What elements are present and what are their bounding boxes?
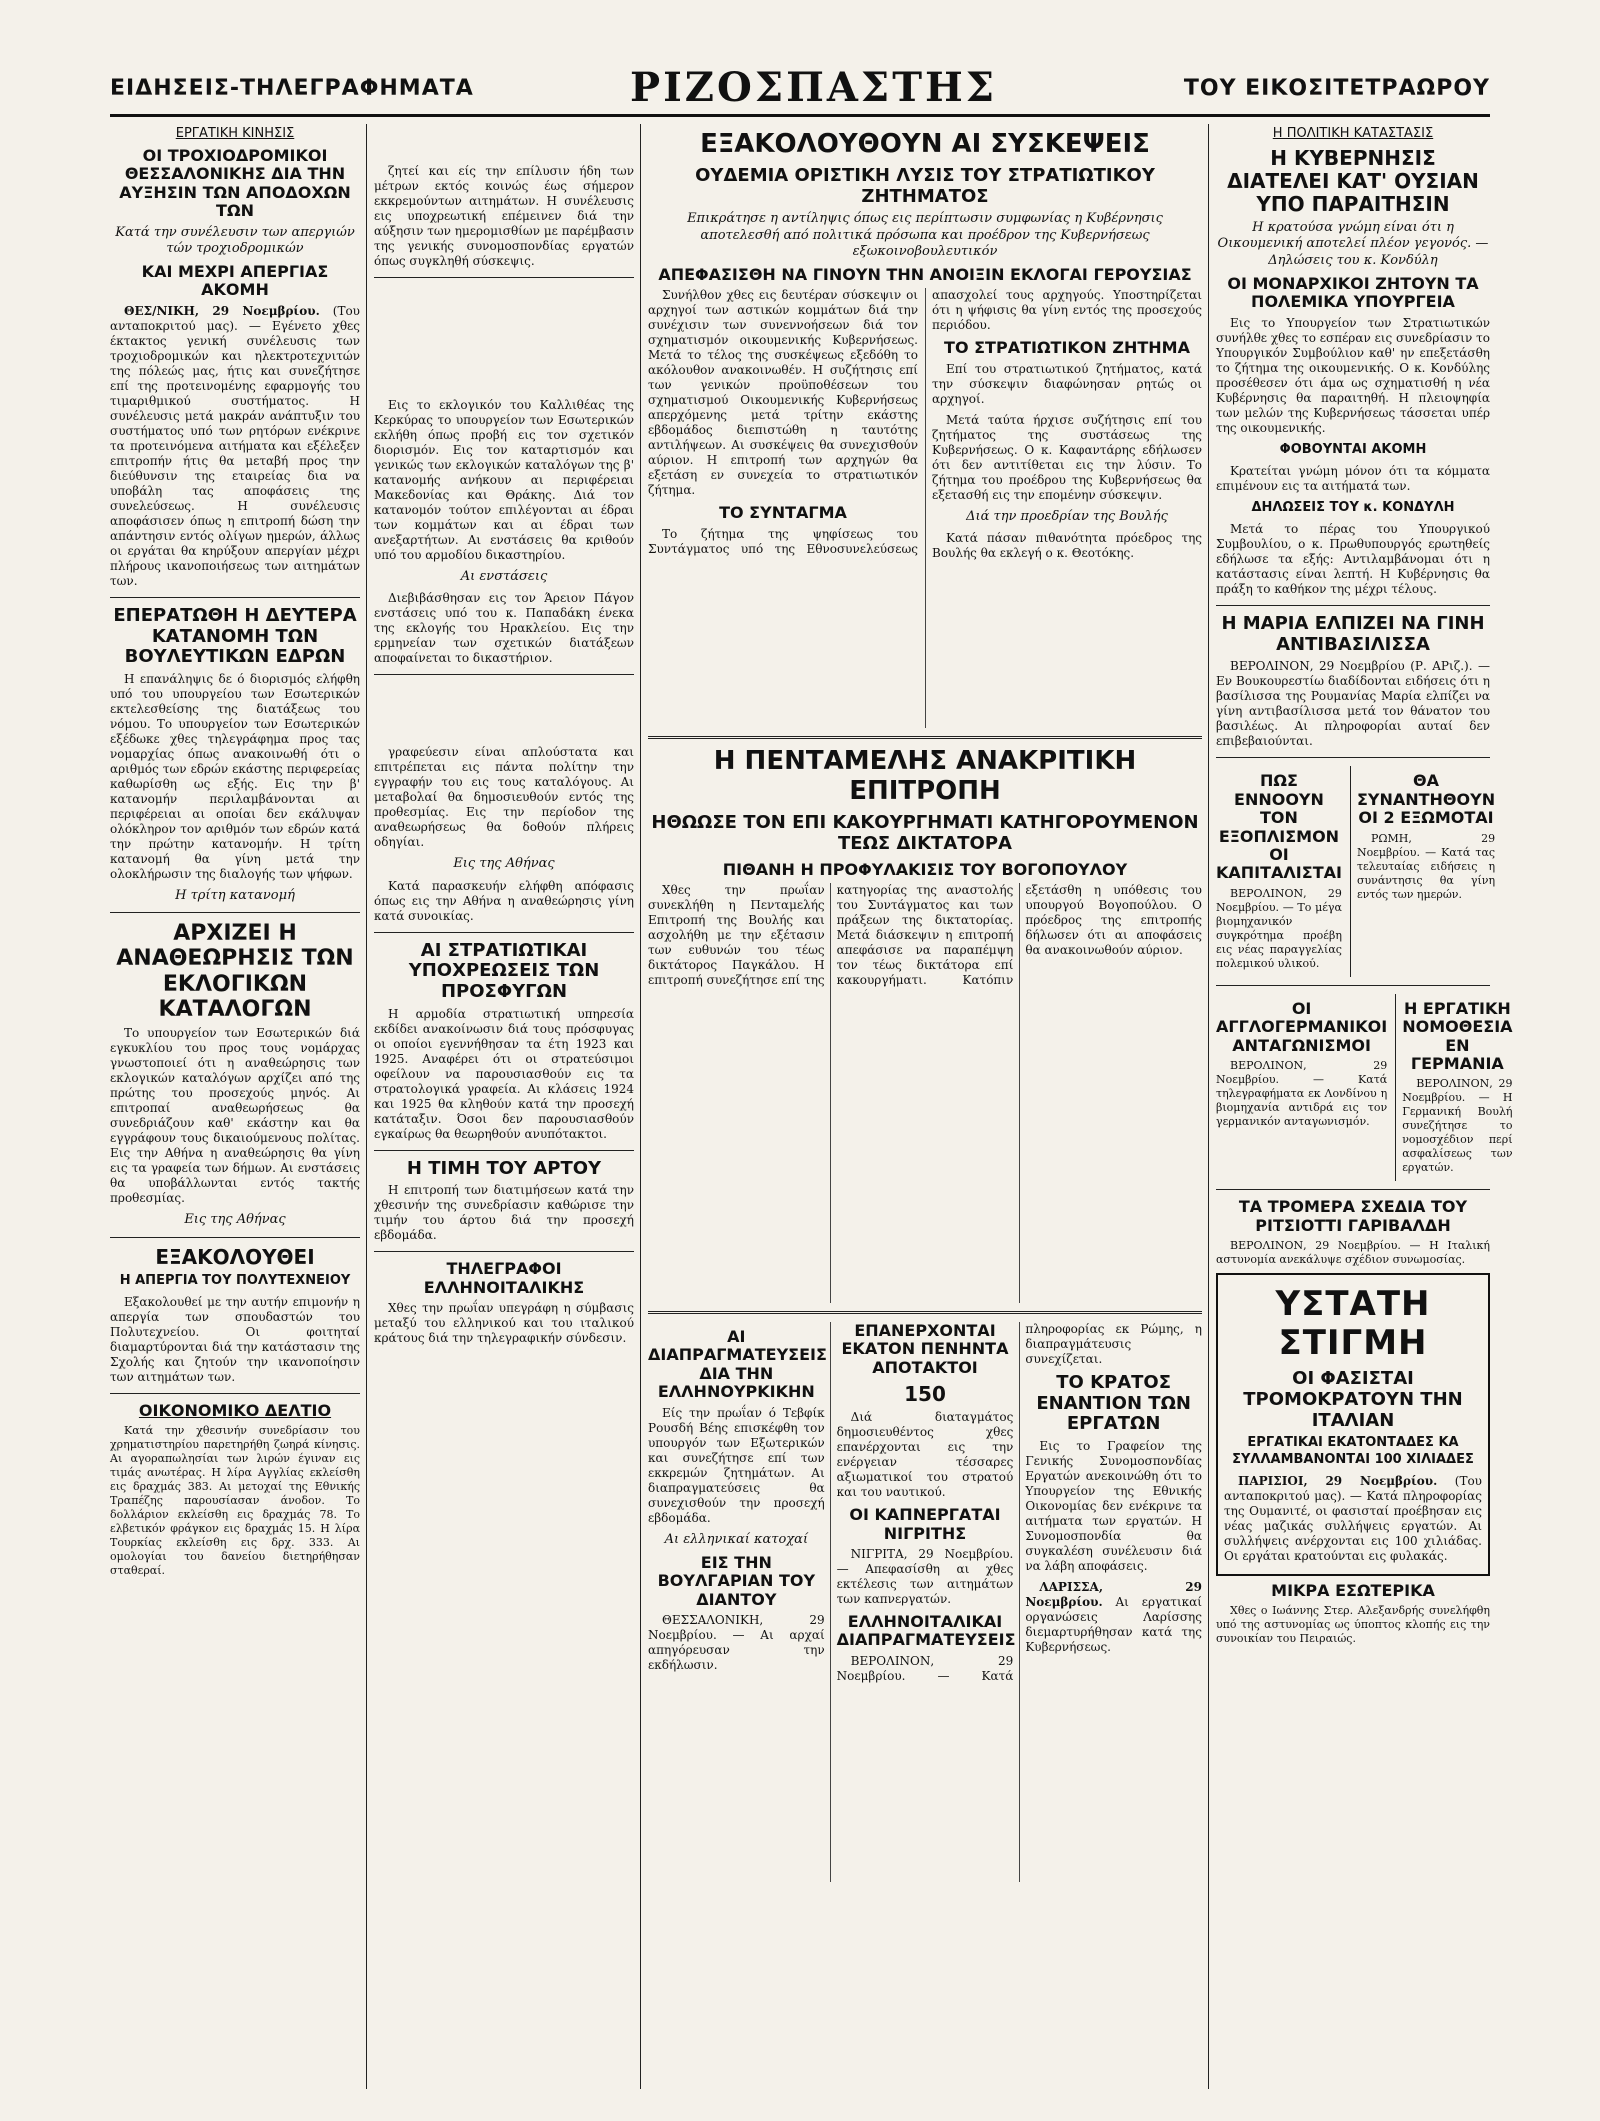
- stop-press-headline: ΥΣΤΑΤΗ ΣΤΙΓΜΗ: [1275, 1284, 1431, 1364]
- article-headline: Η ΕΡΓΑΤΙΚΗ ΝΟΜΟΘΕΣΙΑ ΕΝ ΓΕΡΜΑΝΙΑ: [1402, 998, 1513, 1073]
- article-body: Εις το Υπουργείον των Στρατιωτικών συνήλθε χθες το εσπέραν εις συνεδρίασιν το Υπουργικόν Συμβούλιον καθ' ην επεξετάσθη το ζήτημα της οικουμενικής. Ο κ. Κονδύλης προσέθεσεν ότι άμα ως σχηματισθή η νέα Κυβέρνησις θα παραιτηθή. Η πλειοψηφία των μελών της Κυβερνήσεως τάσσεται υπέρ της οικουμενικής.: [1216, 315, 1490, 435]
- article-headline: ΠΩΣ ΕΝΝΟΟΥΝ ΤΟΝ ΕΞΟΠΛΙΣΜΟΝ ΟΙ ΚΑΠΙΤΑΛΙΣΤΑΙ: [1216, 771, 1342, 883]
- article-headline: ΕΙΣ ΤΗΝ ΒΟΥΛΓΑΡΙΑΝ ΤΟΥ ΔΙΑΝΤΟΥ: [657, 1552, 816, 1609]
- article-columns: [648, 288, 1202, 728]
- article-body: [1224, 1474, 1482, 1564]
- article-headline: ΤΗΛΕΓΡΑΦΟΙ ΕΛΛΗΝΟΙΤΑΛΙΚΗΣ: [423, 1259, 585, 1297]
- article-body: Η αρμοδία στρατιωτική υπηρεσία εκδίδει ανακοίνωσιν διά τους πρόσφυγας οι οποίοι εγεννήθησαν τα έτη 1923 και 1925. Αναφέρει ότι οι στρατεύσιμοι οφείλουν να παρουσιασθούν εις τα στρατολογικά γραφεία. Αι κλάσεις 1924 και 1925 θα κληθούν κατά την προσεχή κατάταξιν. Όσοι δεν παρουσιασθούν εγκαίρως θα θεωρηθούν ανυπότακτοι.: [374, 1006, 634, 1141]
- article-body: ΒΕΡΟΛΙΝΟΝ, 29 Νοεμβρίου. — Η Γερμανική Βουλή συνεζήτησε το νομοσχέδιον περί ασφαλίσεως των εργατών.: [1402, 1077, 1513, 1175]
- split-right: [1395, 994, 1512, 1182]
- article-body: Διά διαταγμάτος δημοσιευθέντος χθες επανέρχονται εις την ενέργειαν τέσσαρες αξιωματικοί του στρατού και του ναυτικού.: [836, 1410, 1014, 1500]
- dateline: ΘΕΣ/ΝΙΚΗ, 29 Νοεμβρίου.: [124, 303, 320, 318]
- article-body: Χθες ο Ιωάννης Στερ. Αλεξανδρής συνελήφθη υπό της αστυνομίας ως ύποπτος κλοπής εις την συνοικίαν του Πειραιώς.: [1216, 1604, 1490, 1646]
- article-subhead: Αι ελληνικαί κατοχαί: [664, 1531, 809, 1547]
- article-body: Η επανάληψις δε ό διορισμός ελήφθη υπό του υπουργείου των Εσωτερικών εκτελεσθείσης της διατάξεως του νόμου. Το υπουργείον των Εσωτερικών εξέδωκε χθες τηλεγράφημα προς τας νομαρχίας όπως ανακοινωθή ότι ο αριθμός των εδρών εκάστης περιφερείας καθωρίσθη ως εξής. Εις την β' κατανομήν περιλαμβάνονται αι περιφέρειαι αι οποίαι δεν εκάλυψαν ολόκληρον τον αριθμόν των εδρών κατά την πρώτην κατανομήν. Η τρίτη κατανομή θα γίνη μετά την ολοκλήρωσιν της διαλογής των ψήφων.: [110, 671, 360, 881]
- article-subhead: ΚΑΙ ΜΕΧΡΙ ΑΠΕΡΓΙΑΣ ΑΚΟΜΗ: [141, 262, 329, 300]
- article-headline: ΕΠΑΝΕΡΧΟΝΤΑΙ ΕΚΑΤΟΝ ΠΕΝΗΝΤΑ ΑΠΟΤΑΚΤΟΙ: [841, 1320, 1009, 1377]
- article-body: Εξακολουθεί με την αυτήν επιμονήν η απεργία των σπουδαστών του Πολυτεχνείου. Οι φοιτηταί διαμαρτύρονται διά την κατάστασιν της Σχολής και ζητούν την ικανοποίησιν των αιτημάτων των.: [110, 1294, 360, 1384]
- article-text: (Του ανταποκριτού μας). — Εγένετο χθες έκτακτος γενική συνέλευσις των τροχιοδρομικών και ηλεκτροτεχνιτών της πόλεώς μας, ήτις και συνεζήτησε επί της προτεινομένης εφαρμογής του τιμαριθμικού συστήματος. Η συνέλευσις μετά μακράν ανάπτυξιν του συστήματος υπό των ρητόρων ενέκρινε τα προτεινόμενα αιτήματα και εξέλεξεν επιτροπήν ήτις θα μεταβή προς την διεύθυνσιν της εταιρείας δια να υποβάλη τας αποφάσεις της συνελεύσεως. Η συνέλευσις αποφάσισεν όπως η επιτροπή δώση την απάντησιν εντός ολίγων ημερών, άλλως οι εργάται θα κηρύξουν απεργίαν μέχρι πλήρους ικανοποιήσεως των αιτημάτων των.: [110, 303, 360, 588]
- center-spread: [648, 124, 1202, 2089]
- column-5: [1216, 124, 1513, 2089]
- article-headline: Η ΜΑΡΙΑ ΕΛΠΙΖΕΙ ΝΑ ΓΙΝΗ ΑΝΤΙΒΑΣΙΛΙΣΣΑ: [1221, 613, 1485, 655]
- article-headline: ΟΙΚΟΝΟΜΙΚΟ ΔΕΛΤΙΟ: [138, 1400, 332, 1420]
- article-body: γραφεύεσιν είναι απλούστατα και επιτρέπεται εις πάντα πολίτην την εγγραφήν του εις τους καταλόγους. Αι μεταβολαί θα δημοσιευθούν εντός της προθεσμίας. Εις την περίοδον της αναθεωρήσεως θα δοθούν πλήρεις οδηγίαι.: [374, 745, 634, 850]
- article-subhead: ΤΟ ΣΤΡΑΤΙΩΤΙΚΟΝ ΖΗΤΗΜΑ: [944, 338, 1190, 358]
- article-headline: ΟΙ ΑΓΓΛΟΓΕΡΜΑΝΙΚΟΙ ΑΝΤΑΓΩΝΙΣΜΟΙ: [1216, 998, 1388, 1055]
- article-body: ΘΕΣΣΑΛΟΝΙΚΗ, 29 Νοεμβρίου. — Αι αρχαί απηγόρευσαν την εκδήλωσιν.: [648, 1612, 825, 1672]
- column-rule: [1208, 124, 1209, 2089]
- article-deck: Η κρατούσα γνώμη είναι ότι η Οικουμενική αποτελεί πλέον γεγονός. — Δηλώσεις του κ. Κονδύλη: [1217, 220, 1489, 268]
- article-subhead: Κατά την συνέλευσιν των απεργιών τών τροχιοδρομικών: [115, 224, 355, 256]
- split-left: [1216, 994, 1387, 1182]
- article-headline: Η ΠΕΝΤΑΜΕΛΗΣ ΑΝΑΚΡΙΤΙΚΗ ΕΠΙΤΡΟΠΗ: [713, 746, 1137, 807]
- article-headline: ΤΑ ΤΡΟΜΕΡΑ ΣΧΕΔΙΑ ΤΟΥ ΡΙΤΣΙΟΤΤΙ ΓΑΡΙΒΑΛΔΗ: [1238, 1197, 1468, 1235]
- column-rule: [640, 124, 641, 2089]
- article-body: Μετά το πέρας του Υπουργικού Συμβουλίου, ο κ. Πρωθυπουργός ερωτηθείς εδήλωσε τα εξής: Αντιλαμβάνομαι ότι η κατάστασις είναι λεπτή. Η Κυβέρνησις θα πράξη το καθήκον της μέχρι τέλους.: [1216, 522, 1490, 597]
- article-headline: ΕΛΛΗΝΟΙΤΑΛΙΚΑΙ ΔΙΑΠΡΑΓΜΑΤΕΥΣΕΙΣ: [836, 1611, 1016, 1650]
- article-headline: ΟΙ ΚΑΠΝΕΡΓΑΤΑΙ ΝΙΓΡΙΤΗΣ: [849, 1505, 1001, 1543]
- article-body: ΒΕΡΟΛΙΝΟΝ, 29 Νοεμβρίου (Ρ. ΑΡιζ.). — Εν Βουκουρεστίω διαδίδονται ειδήσεις ότι η βασίλισσα της Ρουμανίας Μαρία ελπίζει να γίνη αντιβασίλισσα μετά τον θάνατον του βασιλέως. Αι πληροφορίαι αυταί δεν επιβεβαιούνται.: [1216, 659, 1490, 749]
- article-body: Διεβιβάσθησαν εις τον Άρειον Πάγον ενστάσεις υπό του κ. Παπαδάκη ένεκα της εκλογής του Ηρακλείου. Εις την ερμηνείαν των σχετικών διατάξεων αποφαίνεται το δικαστήριον.: [374, 591, 634, 666]
- article-body: Είς την πρωΐαν ό Τεβφίκ Ρουσδή Βέης επισκέφθη τον υπουργόν των Εξωτερικών και συνεζήτησε επί των εκκρεμών ζητημάτων. Αι διαπραγματεύσεις θα συνεχισθούν την προσεχή εβδομάδα.: [648, 1405, 825, 1525]
- article-subhead: Εις της Αθήνας: [184, 1212, 286, 1228]
- article-subhead: ΟΥΔΕΜΙΑ ΟΡΙΣΤΙΚΗ ΛΥΣΙΣ ΤΟΥ ΣΤΡΑΤΙΩΤΙΚΟΥ ΖΗΤΗΜΑΤΟΣ: [695, 164, 1155, 207]
- article-headline: ΕΞΑΚΟΛΟΥΘΕΙ: [155, 1244, 315, 1269]
- column-rule: [366, 124, 367, 2089]
- masthead-left: ΕΙΔΗΣΕΙΣ-ΤΗΛΕΓΡΑΦΗΜΑΤΑ: [110, 76, 474, 101]
- article-kicker: ΕΡΓΑΤΙΚΗ ΚΙΝΗΣΙΣ: [175, 126, 295, 141]
- article-body: Η επιτροπή των διατιμήσεων κατά την χθεσινήν της συνεδρίασιν καθώρισε την τιμήν του άρτου διά την προσεχή εβδομάδα.: [374, 1183, 634, 1243]
- article-subhead: Εις της Αθήνας: [453, 856, 555, 872]
- split-row: [1216, 994, 1513, 1182]
- article-kicker: Η ΠΟΛΙΤΙΚΗ ΚΑΤΑΣΤΑΣΙΣ: [1272, 126, 1434, 141]
- article-columns: [648, 883, 1202, 1303]
- article-body: Εις το Γραφείον της Γενικής Συνομοσπονδίας Εργατών ανεκοινώθη ότι το Υπουργείον της Εθνικής Οικονομίας δεν ενέκρινε τα αιτήματα των εργατών. Η Συνομοσπονδία θα συγκαλέση συνέλευσιν διά να λάβη αποφάσεις.: [1025, 1439, 1202, 1574]
- article-subhead: Η ΑΠΕΡΓΙΑ ΤΟΥ ΠΟΛΥΤΕΧΝΕΙΟΥ: [119, 1272, 351, 1288]
- article-body: Μετά ταύτα ήρχισε συζήτησις επί του ζητήματος της συστάσεως της Κυβερνήσεως. Ο κ. Καφαντάρης εδήλωσεν ότι δεν αντιτίθεται εις την λύσιν. Το ζήτημα του προέδρου της Κυβερνήσεως θα εξετασθή εις την επομένην σύσκεψιν.: [932, 412, 1202, 502]
- article-body: Χθες την πρωΐαν συνεκλήθη η Πενταμελής Επιτροπή της Βουλής και ασχολήθη με την εξέτασιν των ευθυνών του τέως δικτάτορος Παγκάλου. Η επιτροπή συνεζήτησε επί της κατηγορίας της αναστολής του Συντάγματος και των πράξεων της δικτατορίας. Μετά διάσκεψιν η επιτροπή απεφάσισε να παραπέμψη τον τέως δικτάτορα επί κακουργήματι. Κατόπιν εξετάσθη η υπόθεσις του υπουργού Βογοπούλου. Ο πρόεδρος της επιτροπής δήλωσεν ότι αι αποφάσεις θα ανακοινωθούν αύριον.: [648, 882, 1202, 987]
- split-right: [1350, 766, 1495, 976]
- article-body: ΝΙΓΡΙΤΑ, 29 Νοεμβρίου. — Απεφασίσθη αι χθες εκτέλεσις των αιτημάτων των καπνεργατών.: [836, 1546, 1014, 1606]
- page-columns: [110, 124, 1513, 2089]
- masthead-right: ΤΟΥ ΕΙΚΟΣΙΤΕΤΡΑΩΡΟΥ: [1183, 76, 1490, 101]
- article-subhead: ΗΘΩΩΣΕ ΤΟΝ ΕΠΙ ΚΑΚΟΥΡΓΗΜΑΤΙ ΚΑΤΗΓΟΡΟΥΜΕΝΟΝ ΤΕΩΣ ΔΙΚΤΑΤΟΡΑ: [651, 812, 1199, 854]
- article-subhead: ΤΟ ΣΥΝΤΑΓΜΑ: [719, 503, 847, 523]
- article-text: (Του ανταποκριτού μας). — Κατά πληροφορίας της Ουμανιτέ, οι φασισταί προέβησαν εις νέας μαζικάς συλλήψεις εργατών. Αι συλλήψεις ανέρχονται εις 100 χιλιάδας. Οι εργάται κρατούνται εις φυλακάς.: [1224, 1473, 1482, 1563]
- article-body: [1025, 1580, 1202, 1655]
- article-headline: ΕΞΑΚΟΛΟΥΘΟΥΝ ΑΙ ΣΥΣΚΕΨΕΙΣ: [700, 129, 1150, 159]
- article-headline: ΑΙ ΣΤΡΑΤΙΩΤΙΚΑΙ ΥΠΟΧΡΕΩΣΕΙΣ ΤΩΝ ΠΡΟΣΦΥΓΩΝ: [408, 939, 600, 1002]
- article-subhead: ΟΙ ΜΟΝΑΡΧΙΚΟΙ ΖΗΤΟΥΝ ΤΑ ΠΟΛΕΜΙΚΑ ΥΠΟΥΡΓΕΙΑ: [1227, 273, 1479, 312]
- article-subhead: Διά την προεδρίαν της Βουλής: [966, 508, 1168, 524]
- article-subhead: ΦΟΒΟΥΝΤΑΙ ΑΚΟΜΗ: [1279, 441, 1427, 457]
- article-body: ΒΕΡΟΛΙΝΟΝ, 29 Νοεμβρίου. — Η Ιταλική αστυνομία ανεκάλυψε σχέδιον συνωμοσίας.: [1216, 1239, 1490, 1267]
- split-row: [1216, 766, 1496, 976]
- article-headline: ΘΑ ΣΥΝΑΝΤΗΘΟΥΝ ΟΙ 2 ΕΞΩΜΟΤΑΙ: [1356, 771, 1496, 828]
- article-deck: ΕΡΓΑΤΙΚΑΙ ΕΚΑΤΟΝΤΑΔΕΣ ΚΑ ΣΥΛΛΑΜΒΑΝΟΝΤΑΙ 100 ΧΙΛΙΑΔΕΣ: [1232, 1435, 1474, 1467]
- article-subhead: ΔΗΛΩΣΕΙΣ ΤΟΥ κ. ΚΟΝΔΥΛΗ: [1251, 499, 1455, 515]
- article-body: Εις το εκλογικόν του Καλλιθέας της Κερκύρας το υπουργείον των Εσωτερικών εκλήθη όπως προβή εις τον σχετικόν διορισμόν. Εις τον καταρτισμόν και γενικώς των εκλογικών καταλόγων της β' κατανομής ανήκουν αι περιφέρειαι Μακεδονίας και Θράκης. Διά τον κατανομόν τούτον επιλέγονται αι έδραι των κομμάτων και αι έδραι των ανεξαρτήτων. Αι ενστάσεις θα κριθούν υπό του αρμοδίου δικαστηρίου.: [374, 398, 634, 562]
- article-headline: ΤΟ ΚΡΑΤΟΣ ΕΝΑΝΤΙΟΝ ΤΩΝ ΕΡΓΑΤΩΝ: [1036, 1371, 1191, 1435]
- column-1: [110, 124, 360, 2089]
- newspaper-title: ΡΙΖΟΣΠΑΣΤΗΣ: [630, 64, 998, 111]
- article-subhead: ΠΙΘΑΝΗ Η ΠΡΟΦΥΛΑΚΙΣΙΣ ΤΟΥ ΒΟΓΟΠΟΥΛΟΥ: [722, 859, 1128, 879]
- article-headline: ΑΙ ΔΙΑΠΡΑΓΜΑΤΕΥΣΕΙΣ ΔΙΑ ΤΗΝ ΕΛΛΗΝΟΥΡΚΙΚΗΝ: [648, 1326, 827, 1402]
- article-headline: ΕΠΕΡΑΤΩΘΗ Η ΔΕΥΤΕΡΑ ΚΑΤΑΝΟΜΗ ΤΩΝ ΒΟΥΛΕΥΤΙΚΩΝ ΕΔΡΩΝ: [113, 604, 357, 668]
- article-body: ΒΕΡΟΛΙΝΟΝ, 29 Νοεμβρίου. — Το μέγα βιομηχανικόν συγκρότημα προέβη εις νέας παραγγελίας πολεμικού υλικού.: [1216, 886, 1342, 970]
- masthead: [110, 64, 1490, 117]
- article-subhead: Αι ενστάσεις: [460, 569, 548, 584]
- dateline: ΛΑΡΙΣΣΑ, 29 Νοεμβρίου.: [1025, 1580, 1202, 1610]
- article-body: Κατά παρασκευήν ελήφθη απόφασις όπως εις την Αθήνα η αναθεώρησις γίνη κατά συνοικίας.: [374, 878, 634, 923]
- article-body: Το ζήτημα της ψηφίσεως του Συντάγματος υπό της Εθνοσυνελεύσεως απασχολεί τους αρχηγούς. Υποστηρίζεται ότι η ψήφισις θα γίνη εντός της προσεχούς περιόδου.: [648, 288, 1202, 556]
- article-headline: ΜΙΚΡΑ ΕΣΩΤΕΡΙΚΑ: [1271, 1580, 1435, 1600]
- column-2: [374, 124, 634, 2089]
- article-body: ΡΩΜΗ, 29 Νοεμβρίου. — Κατά τας τελευταίας ειδήσεις η συνάντησις θα γίνη εντός των ημερών.: [1356, 831, 1496, 901]
- article-body: Κρατείται γνώμη μόνον ότι τα κόμματα επιμένουν εις τα αιτήματά των.: [1216, 463, 1490, 493]
- big-number: 150: [904, 1382, 946, 1407]
- article-subhead: Η τρίτη κατανομή: [175, 887, 295, 903]
- article-body: Συνήλθον χθες εις δευτέραν σύσκεψιν οι αρχηγοί των αστικών κομμάτων διά την συνέχισιν των συνεννοήσεων διά τον σχηματισμόν οικουμενικής Κυβερνήσεως. Μετά το τέλος της συσκέψεως εξεδόθη το ακόλουθον ανακοινωθέν. Η συζήτησις επί των γενικών προϋποθέσεων του σχηματισμού Οικουμενικής Κυβερνήσεως απερχόμενης μετά τρίτην εκάστης εβδομάδος διεπιστώθη η ταυτότης αντιλήψεων. Αι συσκέψεις θα συνεχισθούν αύριον. Η επιτροπή των αρχηγών θα εξετάση εν συνεχεία το στρατιωτικόν ζήτημα.: [648, 288, 918, 498]
- article-text: Αι εργατικαί οργανώσεις Λαρίσσης διεμαρτυρήθησαν κατά της Κυβερνήσεως.: [1025, 1595, 1202, 1655]
- article-body: ΒΕΡΟΛΙΝΟΝ, 29 Νοεμβρίου. — Κατά τηλεγραφήματα εκ Λονδίνου η βιομηχανία αντιδρά εις τον γερμανικόν ανταγωνισμόν.: [1216, 1058, 1388, 1128]
- article-headline: ΑΡΧΙΖΕΙ Η ΑΝΑΘΕΩΡΗΣΙΣ ΤΩΝ ΕΚΛΟΓΙΚΩΝ ΚΑΤΑΛΟΓΩΝ: [116, 921, 354, 1023]
- article-headline: ΟΙ ΤΡΟΧΙΟΔΡΟΜΙΚΟΙ ΘΕΣΣΑΛΟΝΙΚΗΣ ΔΙΑ ΤΗΝ ΑΥΞΗΣΙΝ ΤΩΝ ΑΠΟΔΟΧΩΝ ΤΩΝ: [119, 146, 351, 221]
- article-body: Το υπουργείον των Εσωτερικών διά εγκυκλίου του προς τους νομάρχας γνωστοποιεί ότι η αναθεώρησις των εκλογικών καταλόγων αρχίζει από της πρώτης του προσεχούς μηνός. Αι επιτροπαί αναθεωρήσεως θα συνεδριάζουν καθ' εκάστην και θα εγγράφουν τους δικαιούμενους πολίτας. Εις την Αθήνα η αναθεώρησις θα γίνη εις τα γραφεία των δήμων. Αι ενστάσεις θα υποβάλλωνται εντός τακτής προθεσμίας.: [110, 1026, 360, 1206]
- article-body: Επί του στρατιωτικού ζητήματος, κατά την σύσκεψιν διαφώνησαν ρητώς οι αρχηγοί.: [932, 361, 1202, 406]
- stop-press-box: [1216, 1273, 1490, 1576]
- article-headline: Η ΚΥΒΕΡΝΗΣΙΣ ΔΙΑΤΕΛΕΙ ΚΑΤ' ΟΥΣΙΑΝ ΥΠΟ ΠΑΡΑΙΤΗΣΙΝ: [1227, 146, 1479, 216]
- bottom-news-columns: [648, 1322, 1202, 1882]
- article-headline: Η ΤΙΜΗ ΤΟΥ ΑΡΤΟΥ: [406, 1157, 602, 1179]
- article-body: ζητεί και είς την επίλυσιν ήδη των μέτρων εκτός κοινώς έως σήμερον εκκρεμούντων αιτημάτων. Η συνέλευσις εις υποχρεωτική επέμεινεν διά την αύξησιν των ημερομισθίων με παρέμβασιν της γενικής συνομοσπονδίας εργατών όπως συγκληθή σύσκεψις.: [374, 164, 634, 268]
- article-subhead: ΟΙ ΦΑΣΙΣΤΑΙ ΤΡΟΜΟΚΡΑΤΟΥΝ ΤΗΝ ΙΤΑΛΙΑΝ: [1243, 1368, 1463, 1431]
- article-body: [110, 304, 360, 589]
- dateline: ΠΑΡΙΣΙΟΙ, 29 Νοεμβρίου.: [1238, 1473, 1438, 1488]
- article-deck: Επικράτησε η αντίληψις όπως εις περίπτωσιν συμφωνίας η Κυβέρνησις αποτελεσθή από πολιτικά πρόσωπα και προέδρον της Κυβερνήσεως εξωκοινοβουλευτικόν: [687, 211, 1163, 259]
- article-subhead: ΑΠΕΦΑΣΙΣΘΗ ΝΑ ΓΙΝΟΥΝ ΤΗΝ ΑΝΟΙΞΙΝ ΕΚΛΟΓΑΙ ΓΕΡΟΥΣΙΑΣ: [658, 265, 1192, 285]
- article-body: ΒΕΡΟΛΙΝΟΝ, 29 Νοεμβρίου. — Κατά πληροφορίας εκ Ρώμης, η διαπραγμάτευσις συνεχίζεται.: [836, 1321, 1202, 1683]
- article-body: Κατά την χθεσινήν συνεδρίασιν του χρηματιστηρίου παρετηρήθη ζωηρά κίνησις. Αι αγοραπωλησίαι των λιρών έγιναν εις τιμάς ανωτέρας. Η λίρα Αγγλίας εκλείσθη εις δραχμάς 383. Αι μετοχαί της Εθνικής Τραπέζης παρουσίασαν άνοδον. Το δολλάριον εκλείσθη εις δραχμάς 78. Το ελβετικόν φράγκον εις δραχμάς 15. Η λίρα Τουρκίας εκλείσθη εις δρχ. 333. Αι ομολογίαι του δανείου διετηρήθησαν σταθεραί.: [110, 1424, 360, 1578]
- article-body: Χθες την πρωΐαν υπεγράφη η σύμβασις μεταξύ του ελληνικού και του ιταλικού κράτους διά την τηλεγραφικήν σύνδεσιν.: [374, 1301, 634, 1346]
- split-left: [1216, 766, 1342, 976]
- article-body: Κατά πάσαν πιθανότητα πρόεδρος της Βουλής θα εκλεγή ο κ. Θεοτόκης.: [932, 531, 1202, 561]
